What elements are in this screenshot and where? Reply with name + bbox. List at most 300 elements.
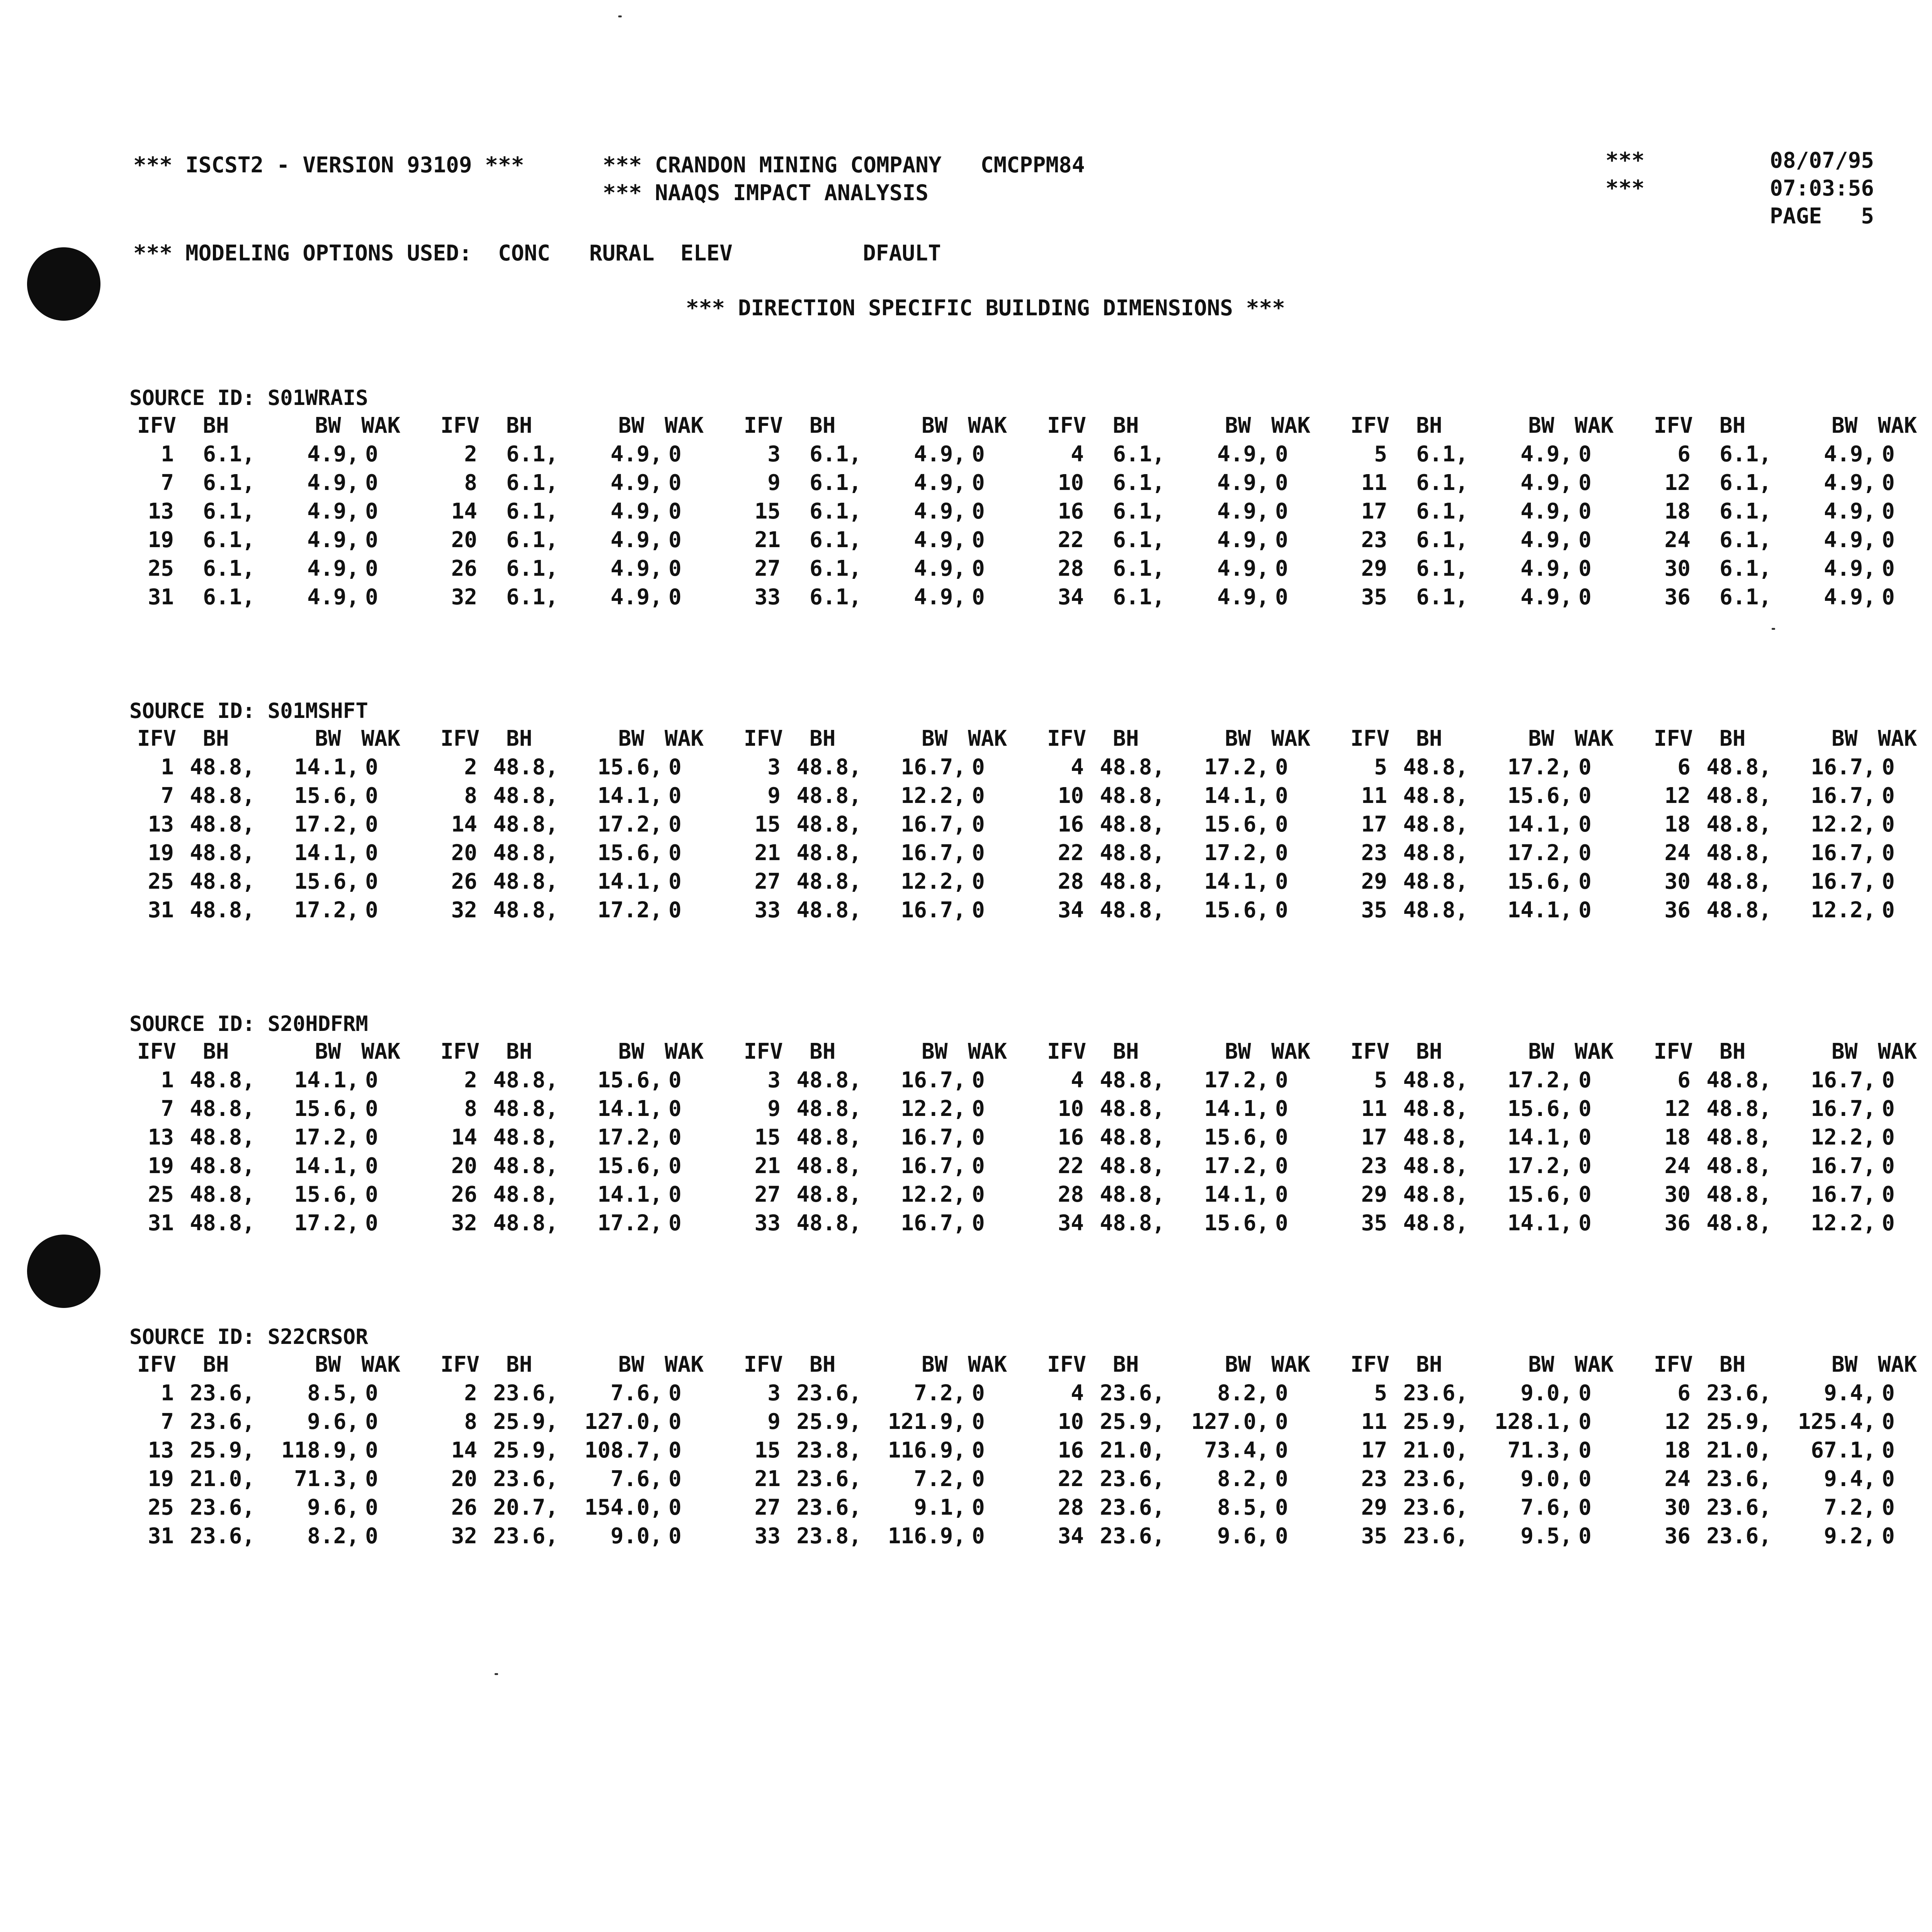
bh-value: 48.8, xyxy=(190,840,255,866)
column-group xyxy=(433,1037,730,1238)
column-group xyxy=(433,412,730,612)
bw-value: 14.1, xyxy=(294,1068,359,1093)
bw-value: 15.6, xyxy=(294,783,359,808)
bh-value: 48.8, xyxy=(190,898,255,923)
bw-value: 17.2, xyxy=(597,812,663,837)
bw-value: 4.9, xyxy=(1824,442,1876,467)
column-header-wak: WAK xyxy=(665,1352,704,1377)
table-row xyxy=(1343,497,1640,526)
wak-value: 0 xyxy=(365,1211,378,1236)
bh-value: 48.8, xyxy=(1706,840,1772,866)
bw-value: 71.3, xyxy=(294,1466,359,1492)
ifv-value: 23 xyxy=(1361,527,1387,553)
column-header-bh: BH xyxy=(810,726,836,751)
ifv-value: 25 xyxy=(148,869,174,894)
table-row xyxy=(1343,896,1640,925)
bh-value: 48.8, xyxy=(190,1153,255,1179)
bw-value: 154.0, xyxy=(584,1495,663,1520)
wak-value: 0 xyxy=(668,1153,682,1179)
column-header-ifv: IFV xyxy=(1047,1039,1087,1064)
table-row xyxy=(433,1180,730,1209)
bw-value: 17.2, xyxy=(597,898,663,923)
table-row xyxy=(1039,1493,1337,1522)
table-row xyxy=(1039,839,1337,867)
table-row xyxy=(1343,554,1640,583)
ifv-value: 22 xyxy=(1058,1466,1084,1492)
bh-value: 21.0, xyxy=(190,1466,255,1492)
column-header-row xyxy=(1039,412,1337,440)
bh-value: 6.1, xyxy=(203,470,255,495)
wak-value: 0 xyxy=(668,442,682,467)
bw-value: 73.4, xyxy=(1204,1438,1269,1463)
bh-value: 6.1, xyxy=(1719,585,1772,610)
table-row xyxy=(433,753,730,782)
bw-value: 4.9, xyxy=(1824,585,1876,610)
column-header-row xyxy=(1343,1037,1640,1066)
ifv-value: 20 xyxy=(451,1153,477,1179)
table-row xyxy=(1343,1493,1640,1522)
table-row xyxy=(1039,1379,1337,1408)
wak-value: 0 xyxy=(972,442,985,467)
wak-value: 0 xyxy=(668,1495,682,1520)
ifv-value: 17 xyxy=(1361,812,1387,837)
wak-value: 0 xyxy=(668,1524,682,1549)
ifv-value: 29 xyxy=(1361,556,1387,581)
column-group xyxy=(736,1350,1034,1551)
bh-value: 6.1, xyxy=(506,442,558,467)
wak-value: 0 xyxy=(972,898,985,923)
bw-value: 15.6, xyxy=(1507,869,1573,894)
wak-value: 0 xyxy=(1578,1466,1592,1492)
bh-value: 23.6, xyxy=(493,1466,558,1492)
column-header-bw: BW xyxy=(1225,1039,1251,1064)
bh-value: 23.6, xyxy=(1403,1466,1468,1492)
ifv-value: 19 xyxy=(148,1466,174,1492)
bw-value: 17.2, xyxy=(294,1125,359,1150)
bw-value: 14.1, xyxy=(294,1153,359,1179)
table-row xyxy=(1343,526,1640,554)
bw-value: 16.7, xyxy=(901,1153,966,1179)
bh-value: 23.6, xyxy=(190,1524,255,1549)
bw-value: 4.9, xyxy=(1520,585,1573,610)
bw-value: 7.6, xyxy=(611,1466,663,1492)
table-row xyxy=(129,469,427,497)
bw-value: 14.1, xyxy=(294,755,359,780)
column-header-wak: WAK xyxy=(1271,726,1311,751)
bh-value: 48.8, xyxy=(796,840,862,866)
wak-value: 0 xyxy=(1882,1096,1895,1121)
column-header-bw: BW xyxy=(1832,1039,1858,1064)
bw-value: 4.9, xyxy=(1824,470,1876,495)
bh-value: 23.6, xyxy=(493,1381,558,1406)
bw-value: 16.7, xyxy=(901,1125,966,1150)
source-block xyxy=(129,1010,1932,1238)
bh-value: 48.8, xyxy=(796,869,862,894)
bh-value: 48.8, xyxy=(1403,1125,1468,1150)
bh-value: 48.8, xyxy=(493,898,558,923)
ifv-value: 5 xyxy=(1374,1068,1387,1093)
wak-value: 0 xyxy=(1882,470,1895,495)
column-group xyxy=(736,724,1034,925)
column-group xyxy=(736,1037,1034,1238)
column-header-row xyxy=(736,1350,1034,1379)
header-stars: *** xyxy=(1605,176,1645,201)
ifv-value: 12 xyxy=(1664,783,1690,808)
ifv-value: 36 xyxy=(1664,1211,1690,1236)
wak-value: 0 xyxy=(972,1096,985,1121)
bh-value: 48.8, xyxy=(493,1068,558,1093)
table-row xyxy=(129,810,427,839)
column-header-wak: WAK xyxy=(968,413,1007,438)
bh-value: 48.8, xyxy=(190,869,255,894)
column-header-bw: BW xyxy=(618,1352,645,1377)
ifv-value: 36 xyxy=(1664,898,1690,923)
column-header-row xyxy=(736,412,1034,440)
ifv-value: 26 xyxy=(451,556,477,581)
column-header-bh: BH xyxy=(1719,1352,1746,1377)
wak-value: 0 xyxy=(1882,869,1895,894)
bh-value: 23.6, xyxy=(1706,1524,1772,1549)
bh-value: 48.8, xyxy=(493,755,558,780)
ifv-value: 6 xyxy=(1677,1068,1690,1093)
wak-value: 0 xyxy=(365,499,378,524)
table-row xyxy=(1039,896,1337,925)
table-row xyxy=(736,1180,1034,1209)
column-header-wak: WAK xyxy=(1271,1352,1311,1377)
column-header-ifv: IFV xyxy=(440,1352,480,1377)
ifv-value: 13 xyxy=(148,812,174,837)
bh-value: 48.8, xyxy=(796,1096,862,1121)
ifv-value: 34 xyxy=(1058,1524,1084,1549)
table-row xyxy=(736,1152,1034,1180)
bw-value: 16.7, xyxy=(1811,840,1876,866)
ifv-value: 31 xyxy=(148,585,174,610)
column-header-row xyxy=(736,1037,1034,1066)
wak-value: 0 xyxy=(1578,499,1592,524)
ifv-value: 29 xyxy=(1361,1182,1387,1207)
source-id-title: SOURCE ID: S01WRAIS xyxy=(129,386,368,410)
table-row xyxy=(433,1066,730,1095)
column-group xyxy=(736,412,1034,612)
bh-value: 6.1, xyxy=(1719,499,1772,524)
column-header-row xyxy=(433,724,730,753)
bw-value: 9.4, xyxy=(1824,1466,1876,1492)
ifv-value: 16 xyxy=(1058,1125,1084,1150)
wak-value: 0 xyxy=(1578,1068,1592,1093)
bh-value: 48.8, xyxy=(796,1068,862,1093)
column-header-bw: BW xyxy=(618,413,645,438)
column-header-row xyxy=(1039,724,1337,753)
ifv-value: 21 xyxy=(754,1153,781,1179)
column-header-wak: WAK xyxy=(968,1039,1007,1064)
bw-value: 9.5, xyxy=(1520,1524,1573,1549)
wak-value: 0 xyxy=(668,783,682,808)
column-group xyxy=(129,1037,427,1238)
bw-value: 15.6, xyxy=(294,1182,359,1207)
bh-value: 48.8, xyxy=(796,783,862,808)
bw-value: 12.2, xyxy=(901,1182,966,1207)
bw-value: 4.9, xyxy=(611,556,663,581)
bw-value: 14.1, xyxy=(294,840,359,866)
table-row xyxy=(129,440,427,469)
column-header-ifv: IFV xyxy=(1350,1039,1390,1064)
column-header-wak: WAK xyxy=(1271,413,1311,438)
bw-value: 14.1, xyxy=(1204,1096,1269,1121)
table-row xyxy=(433,583,730,612)
table-row xyxy=(1039,1522,1337,1551)
bh-value: 6.1, xyxy=(1719,527,1772,553)
ifv-value: 6 xyxy=(1677,442,1690,467)
wak-value: 0 xyxy=(1578,442,1592,467)
bw-value: 16.7, xyxy=(901,840,966,866)
column-header-bh: BH xyxy=(1416,413,1442,438)
bw-value: 4.9, xyxy=(914,470,966,495)
table-row xyxy=(1039,1436,1337,1465)
column-header-bh: BH xyxy=(203,1039,229,1064)
column-group xyxy=(1343,1037,1640,1238)
ifv-value: 20 xyxy=(451,527,477,553)
bh-value: 48.8, xyxy=(1403,898,1468,923)
bw-value: 116.9, xyxy=(888,1524,966,1549)
bw-value: 16.7, xyxy=(1811,1153,1876,1179)
table-row xyxy=(1039,497,1337,526)
table-row xyxy=(433,440,730,469)
table-row xyxy=(1646,1408,1932,1436)
wak-value: 0 xyxy=(1275,1466,1288,1492)
ifv-value: 14 xyxy=(451,812,477,837)
table-row xyxy=(1343,1152,1640,1180)
bh-value: 6.1, xyxy=(203,527,255,553)
table-row xyxy=(1039,1152,1337,1180)
ifv-value: 2 xyxy=(464,755,477,780)
column-header-wak: WAK xyxy=(1878,1352,1917,1377)
table-row xyxy=(736,753,1034,782)
bw-value: 16.7, xyxy=(1811,1096,1876,1121)
bh-value: 48.8, xyxy=(493,1211,558,1236)
column-header-bh: BH xyxy=(1416,726,1442,751)
table-row xyxy=(129,1379,427,1408)
wak-value: 0 xyxy=(1578,869,1592,894)
wak-value: 0 xyxy=(365,1381,378,1406)
table-row xyxy=(129,1095,427,1123)
ifv-value: 33 xyxy=(754,1211,781,1236)
ifv-value: 22 xyxy=(1058,840,1084,866)
ifv-value: 28 xyxy=(1058,556,1084,581)
column-header-wak: WAK xyxy=(968,726,1007,751)
wak-value: 0 xyxy=(972,755,985,780)
wak-value: 0 xyxy=(1882,442,1895,467)
ifv-value: 24 xyxy=(1664,527,1690,553)
ifv-value: 6 xyxy=(1677,755,1690,780)
table-row xyxy=(736,839,1034,867)
wak-value: 0 xyxy=(1275,1438,1288,1463)
wak-value: 0 xyxy=(972,1409,985,1434)
bw-value: 4.9, xyxy=(1824,499,1876,524)
bw-value: 4.9, xyxy=(1520,470,1573,495)
ifv-value: 17 xyxy=(1361,1125,1387,1150)
ifv-value: 1 xyxy=(161,442,174,467)
bw-value: 4.9, xyxy=(611,499,663,524)
column-header-row xyxy=(129,1037,427,1066)
ifv-value: 5 xyxy=(1374,1381,1387,1406)
ifv-value: 11 xyxy=(1361,1096,1387,1121)
wak-value: 0 xyxy=(365,442,378,467)
wak-value: 0 xyxy=(1882,527,1895,553)
ifv-value: 1 xyxy=(161,755,174,780)
wak-value: 0 xyxy=(668,812,682,837)
column-header-row xyxy=(1343,1350,1640,1379)
bh-value: 6.1, xyxy=(810,585,862,610)
column-header-wak: WAK xyxy=(361,413,401,438)
column-header-bw: BW xyxy=(1832,413,1858,438)
bw-value: 71.3, xyxy=(1507,1438,1573,1463)
table-row xyxy=(1646,1066,1932,1095)
bw-value: 14.1, xyxy=(1204,1182,1269,1207)
bh-value: 23.6, xyxy=(190,1381,255,1406)
table-row xyxy=(1343,1095,1640,1123)
bw-value: 116.9, xyxy=(888,1438,966,1463)
ifv-value: 34 xyxy=(1058,585,1084,610)
wak-value: 0 xyxy=(1882,556,1895,581)
bh-value: 48.8, xyxy=(190,755,255,780)
wak-value: 0 xyxy=(1275,1524,1288,1549)
bh-value: 48.8, xyxy=(190,1096,255,1121)
ifv-value: 27 xyxy=(754,869,781,894)
table-row xyxy=(736,526,1034,554)
bh-value: 25.9, xyxy=(190,1438,255,1463)
column-header-bh: BH xyxy=(1719,726,1746,751)
table-row xyxy=(1646,1379,1932,1408)
ifv-value: 18 xyxy=(1664,499,1690,524)
report-subtitle: *** NAAQS IMPACT ANALYSIS xyxy=(603,180,929,206)
bw-value: 9.6, xyxy=(1217,1524,1269,1549)
ifv-value: 23 xyxy=(1361,1466,1387,1492)
wak-value: 0 xyxy=(668,755,682,780)
bw-value: 17.2, xyxy=(1507,1153,1573,1179)
ifv-value: 9 xyxy=(767,783,781,808)
table-row xyxy=(1646,1180,1932,1209)
column-header-bh: BH xyxy=(203,413,229,438)
bw-value: 108.7, xyxy=(584,1438,663,1463)
ifv-value: 3 xyxy=(767,442,781,467)
bw-value: 14.1, xyxy=(597,869,663,894)
wak-value: 0 xyxy=(668,1068,682,1093)
bw-value: 17.2, xyxy=(1204,1153,1269,1179)
column-header-bh: BH xyxy=(810,413,836,438)
table-row xyxy=(1646,583,1932,612)
wak-value: 0 xyxy=(668,1211,682,1236)
bw-value: 4.9, xyxy=(1217,442,1269,467)
bh-value: 23.6, xyxy=(493,1524,558,1549)
table-row xyxy=(129,583,427,612)
column-header-wak: WAK xyxy=(1271,1039,1311,1064)
wak-value: 0 xyxy=(365,898,378,923)
punch-hole xyxy=(27,247,100,321)
column-header-bw: BW xyxy=(922,726,948,751)
bw-value: 14.1, xyxy=(1507,898,1573,923)
bh-value: 48.8, xyxy=(796,898,862,923)
ifv-value: 19 xyxy=(148,1153,174,1179)
bw-value: 4.9, xyxy=(307,585,359,610)
bh-value: 48.8, xyxy=(1706,755,1772,780)
ifv-value: 26 xyxy=(451,1182,477,1207)
table-row xyxy=(433,1522,730,1551)
ifv-value: 4 xyxy=(1071,755,1084,780)
bw-value: 14.1, xyxy=(1507,812,1573,837)
ifv-value: 1 xyxy=(161,1381,174,1406)
wak-value: 0 xyxy=(365,812,378,837)
bw-value: 15.6, xyxy=(294,1096,359,1121)
wak-value: 0 xyxy=(1882,1495,1895,1520)
wak-value: 0 xyxy=(972,527,985,553)
bh-value: 6.1, xyxy=(1113,470,1165,495)
ifv-value: 25 xyxy=(148,1495,174,1520)
table-row xyxy=(129,1522,427,1551)
table-row xyxy=(129,1180,427,1209)
table-row xyxy=(736,1436,1034,1465)
ifv-value: 18 xyxy=(1664,812,1690,837)
ifv-value: 12 xyxy=(1664,1096,1690,1121)
bh-value: 23.6, xyxy=(1100,1466,1165,1492)
bh-value: 48.8, xyxy=(190,1211,255,1236)
wak-value: 0 xyxy=(365,869,378,894)
column-header-row xyxy=(1646,1037,1932,1066)
wak-value: 0 xyxy=(1882,1409,1895,1434)
table-row xyxy=(1646,1436,1932,1465)
wak-value: 0 xyxy=(972,470,985,495)
wak-value: 0 xyxy=(972,1125,985,1150)
column-header-bh: BH xyxy=(1416,1352,1442,1377)
bw-value: 4.9, xyxy=(1520,527,1573,553)
table-row xyxy=(1039,526,1337,554)
bh-value: 48.8, xyxy=(1100,812,1165,837)
bw-value: 4.9, xyxy=(914,585,966,610)
table-row xyxy=(1039,753,1337,782)
table-row xyxy=(1039,469,1337,497)
bh-value: 48.8, xyxy=(1100,869,1165,894)
column-header-ifv: IFV xyxy=(1047,726,1087,751)
ifv-value: 5 xyxy=(1374,442,1387,467)
bh-value: 6.1, xyxy=(506,585,558,610)
bw-value: 16.7, xyxy=(901,755,966,780)
table-row xyxy=(736,1379,1034,1408)
ifv-value: 8 xyxy=(464,470,477,495)
table-row xyxy=(129,1465,427,1493)
table-row xyxy=(433,867,730,896)
bh-value: 48.8, xyxy=(1403,840,1468,866)
column-header-bh: BH xyxy=(1113,726,1139,751)
ifv-value: 14 xyxy=(451,1438,477,1463)
ifv-value: 25 xyxy=(148,1182,174,1207)
wak-value: 0 xyxy=(668,1096,682,1121)
bh-value: 6.1, xyxy=(203,556,255,581)
bh-value: 48.8, xyxy=(1706,783,1772,808)
column-header-ifv: IFV xyxy=(1350,413,1390,438)
wak-value: 0 xyxy=(1578,1409,1592,1434)
header-stars: *** xyxy=(1605,148,1645,173)
table-row xyxy=(1343,753,1640,782)
bh-value: 25.9, xyxy=(493,1438,558,1463)
speck xyxy=(1772,628,1775,630)
bh-value: 23.6, xyxy=(796,1495,862,1520)
column-header-bh: BH xyxy=(810,1352,836,1377)
bw-value: 9.6, xyxy=(307,1495,359,1520)
table-row xyxy=(1343,1379,1640,1408)
wak-value: 0 xyxy=(1578,1096,1592,1121)
ifv-value: 35 xyxy=(1361,1211,1387,1236)
ifv-value: 35 xyxy=(1361,1524,1387,1549)
table-row xyxy=(1039,867,1337,896)
